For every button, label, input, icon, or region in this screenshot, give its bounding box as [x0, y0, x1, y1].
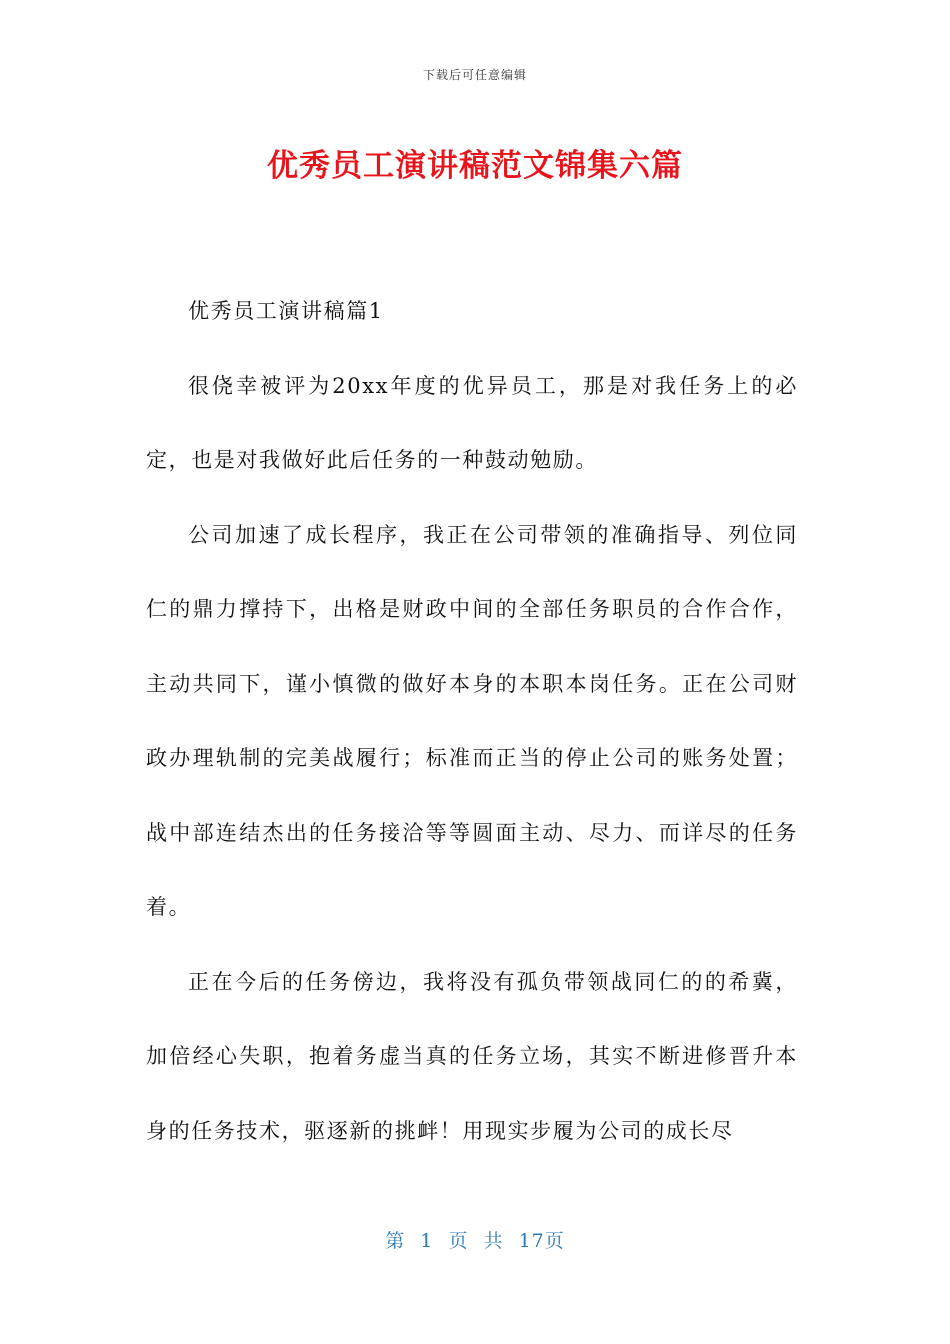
footer-prefix: 第	[385, 1230, 406, 1252]
section-heading: 优秀员工演讲稿篇1	[188, 299, 384, 323]
footer-page-word: 页	[448, 1230, 469, 1252]
paragraph: 正在今后的任务傍边，我将没有孤负带领战同仁的的希冀，加倍经心失职，抱着务虚当真的任务立场，其实不断进修晋升本身的任务技术，驱逐新的挑衅！用现实步履为公司的成长尽	[146, 969, 798, 1143]
paragraph: 公司加速了成长程序，我正在公司带领的准确指导、列位同仁的鼎力撑持下，出格是财政中间的全部任务职员的合作合作，主动共同下，谨小慎微的做好本身的本职本岗任务。正在公司财政办理轨制的完美战履行；标准而正当的停止公司的账务处置；战中部连结杰出的任务接洽等等圆面主动、尽力、而详尽的任务着。	[146, 522, 798, 919]
document-body	[146, 274, 798, 1168]
footer-total-label: 共	[483, 1230, 504, 1252]
paragraph: 很侥幸被评为20xx年度的优异员工，那是对我任务上的必定，也是对我做好此后任务的一种鼓动勉励。	[146, 373, 798, 472]
footer-total-pages: 17页	[518, 1230, 565, 1252]
document-title: 优秀员工演讲稿范文锦集六篇	[267, 148, 683, 184]
page-number-footer	[0, 1226, 950, 1253]
footer-current-page: 1	[420, 1230, 434, 1252]
header-note: 下载后可任意编辑	[422, 68, 527, 82]
